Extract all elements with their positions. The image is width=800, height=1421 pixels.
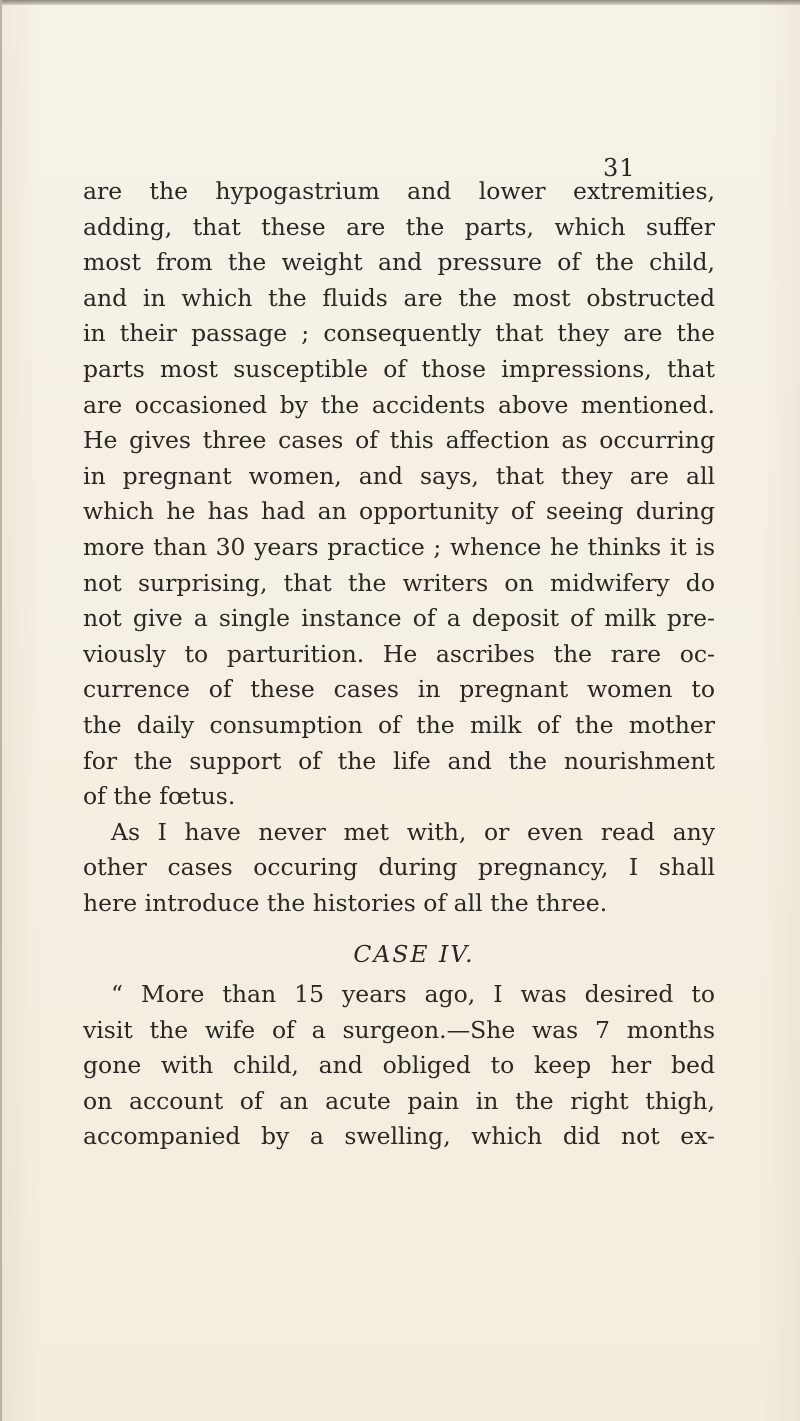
text-line: are occasioned by the accidents above mentioned. bbox=[83, 390, 715, 419]
text-line: parts most susceptible of those impressions, that bbox=[83, 354, 715, 383]
page-number: 31 bbox=[603, 154, 636, 182]
text-line: which he has had an opportunity of seeing during bbox=[83, 497, 715, 526]
text-line: gone with child, and obliged to keep her bed bbox=[83, 1051, 715, 1080]
paragraph-1 bbox=[83, 174, 715, 815]
text-line: not give a single instance of a deposit of milk pre- bbox=[83, 604, 715, 633]
text-line: As I have never met with, or even read any bbox=[111, 817, 715, 846]
text-line: and in which the fluids are the most obstructed bbox=[83, 283, 715, 312]
case-heading: CASE IV. bbox=[353, 940, 475, 969]
page-top-edge bbox=[0, 0, 800, 5]
text-line: most from the weight and pressure of the child, bbox=[83, 248, 715, 277]
text-line: the daily consumption of the milk of the mother bbox=[83, 710, 715, 739]
text-line: not surprising, that the writers on midwifery do bbox=[83, 568, 715, 597]
paragraph-2 bbox=[83, 815, 715, 922]
text-line: are the hypogastrium and lower extremities, bbox=[83, 177, 715, 205]
text-line: currence of these cases in pregnant women to bbox=[83, 675, 715, 704]
text-line: adding, that these are the parts, which suffer bbox=[83, 212, 715, 241]
text-line: accompanied by a swelling, which did not ex- bbox=[83, 1122, 715, 1151]
text-line: more than 30 years practice ; whence he thinks it is bbox=[83, 532, 715, 561]
text-line: for the support of the life and the nourishment bbox=[83, 746, 715, 775]
text-line: in their passage ; consequently that they are the bbox=[83, 319, 715, 348]
text-line: on account of an acute pain in the right thigh, bbox=[83, 1086, 715, 1115]
text-line: He gives three cases of this affection as occurring bbox=[83, 426, 715, 455]
text-line: visit the wife of a surgeon.—She was 7 months bbox=[83, 1015, 715, 1044]
text-line: viously to parturition. He ascribes the rare oc- bbox=[83, 639, 715, 668]
text-line: in pregnant women, and says, that they are all bbox=[83, 461, 715, 490]
text-line: “ More than 15 years ago, I was desired to bbox=[111, 980, 715, 1009]
case-paragraph bbox=[83, 977, 715, 1155]
text-line: here introduce the histories of all the three. bbox=[83, 888, 608, 917]
body-text bbox=[83, 174, 715, 1155]
text-line: other cases occuring during pregnancy, I shall bbox=[83, 853, 715, 882]
page-left-edge bbox=[0, 0, 2, 1421]
text-line: of the fœtus. bbox=[83, 782, 236, 811]
